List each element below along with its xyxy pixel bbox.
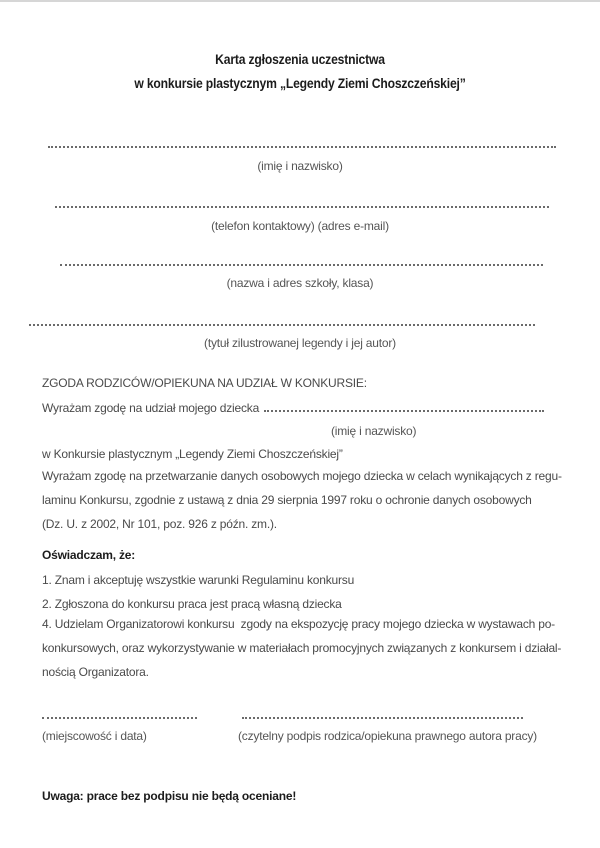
footer-note: Uwaga: prace bez podpisu nie będą oceniane! — [42, 789, 297, 803]
school-field-caption: (nazwa i adres szkoły, klasa) — [226, 276, 374, 290]
scan-top-edge — [0, 0, 600, 2]
consent-contest-line: w Konkursie plastycznym „Legendy Ziemi Choszczeńskiej” — [42, 447, 343, 461]
school-field-line — [60, 264, 543, 266]
consent-child-line-text: Wyrażam zgodę na udział mojego dziecka — [42, 401, 260, 415]
legend-title-field-line — [29, 324, 535, 326]
parent-signature-line — [242, 717, 523, 719]
privacy-paragraph-line: laminu Konkursu, zgodnie z ustawą z dnia 29 sierpnia 1997 roku o ochronie danych osobowych — [42, 493, 532, 507]
document-title-line1: Karta zgłoszenia uczestnictwa — [215, 52, 385, 67]
declaration-item-4 — [42, 612, 561, 684]
declaration-item-4-line: nością Organizatora. — [42, 665, 149, 679]
declaration-item-2-text: 2. Zgłoszona do konkursu praca jest pracą własną dziecka — [42, 597, 342, 611]
child-name-field-caption: (imię i nazwisko) — [331, 424, 417, 438]
consent-section-heading: ZGODA RODZICÓW/OPIEKUNA NA UDZIAŁ W KONKURSIE: — [42, 376, 367, 390]
name-field-line — [48, 146, 556, 148]
declaration-item-4-line: konkursowych, oraz wykorzystywanie w materiałach promocyjnych związanych z konkursem i działal- — [42, 641, 562, 655]
document-title-line2: w konkursie plastycznym „Legendy Ziemi Choszczeńskiej” — [134, 76, 466, 91]
name-field-caption: (imię i nazwisko) — [257, 159, 343, 173]
declaration-item-1 — [42, 568, 354, 592]
contact-field-line — [55, 206, 549, 208]
parent-signature-caption: (czytelny podpis rodzica/opiekuna prawnego autora pracy) — [238, 729, 537, 743]
privacy-paragraph-line: Wyrażam zgodę na przetwarzanie danych osobowych mojego dziecka w celach wynikających z regu- — [42, 469, 562, 483]
declaration-item-4-line: 4. Udzielam Organizatorowi konkursu zgody na ekspozycję pracy mojego dziecka w wystawach po- — [42, 617, 555, 631]
declaration-heading: Oświadczam, że: — [42, 548, 136, 562]
privacy-paragraph-line: (Dz. U. z 2002, Nr 101, poz. 926 z późn. zm.). — [42, 517, 277, 531]
declaration-item-1-text: 1. Znam i akceptuję wszystkie warunki Regulaminu konkursu — [42, 573, 355, 587]
consent-child-line — [42, 400, 544, 416]
place-date-caption: (miejscowość i data) — [42, 729, 147, 743]
legend-title-field-caption: (tytuł zilustrowanej legendy i jej autor) — [204, 336, 396, 350]
place-date-signature-line — [42, 717, 197, 719]
child-name-field-line — [264, 400, 544, 412]
privacy-consent-paragraph — [42, 464, 562, 536]
contact-field-caption: (telefon kontaktowy) (adres e-mail) — [211, 219, 389, 233]
